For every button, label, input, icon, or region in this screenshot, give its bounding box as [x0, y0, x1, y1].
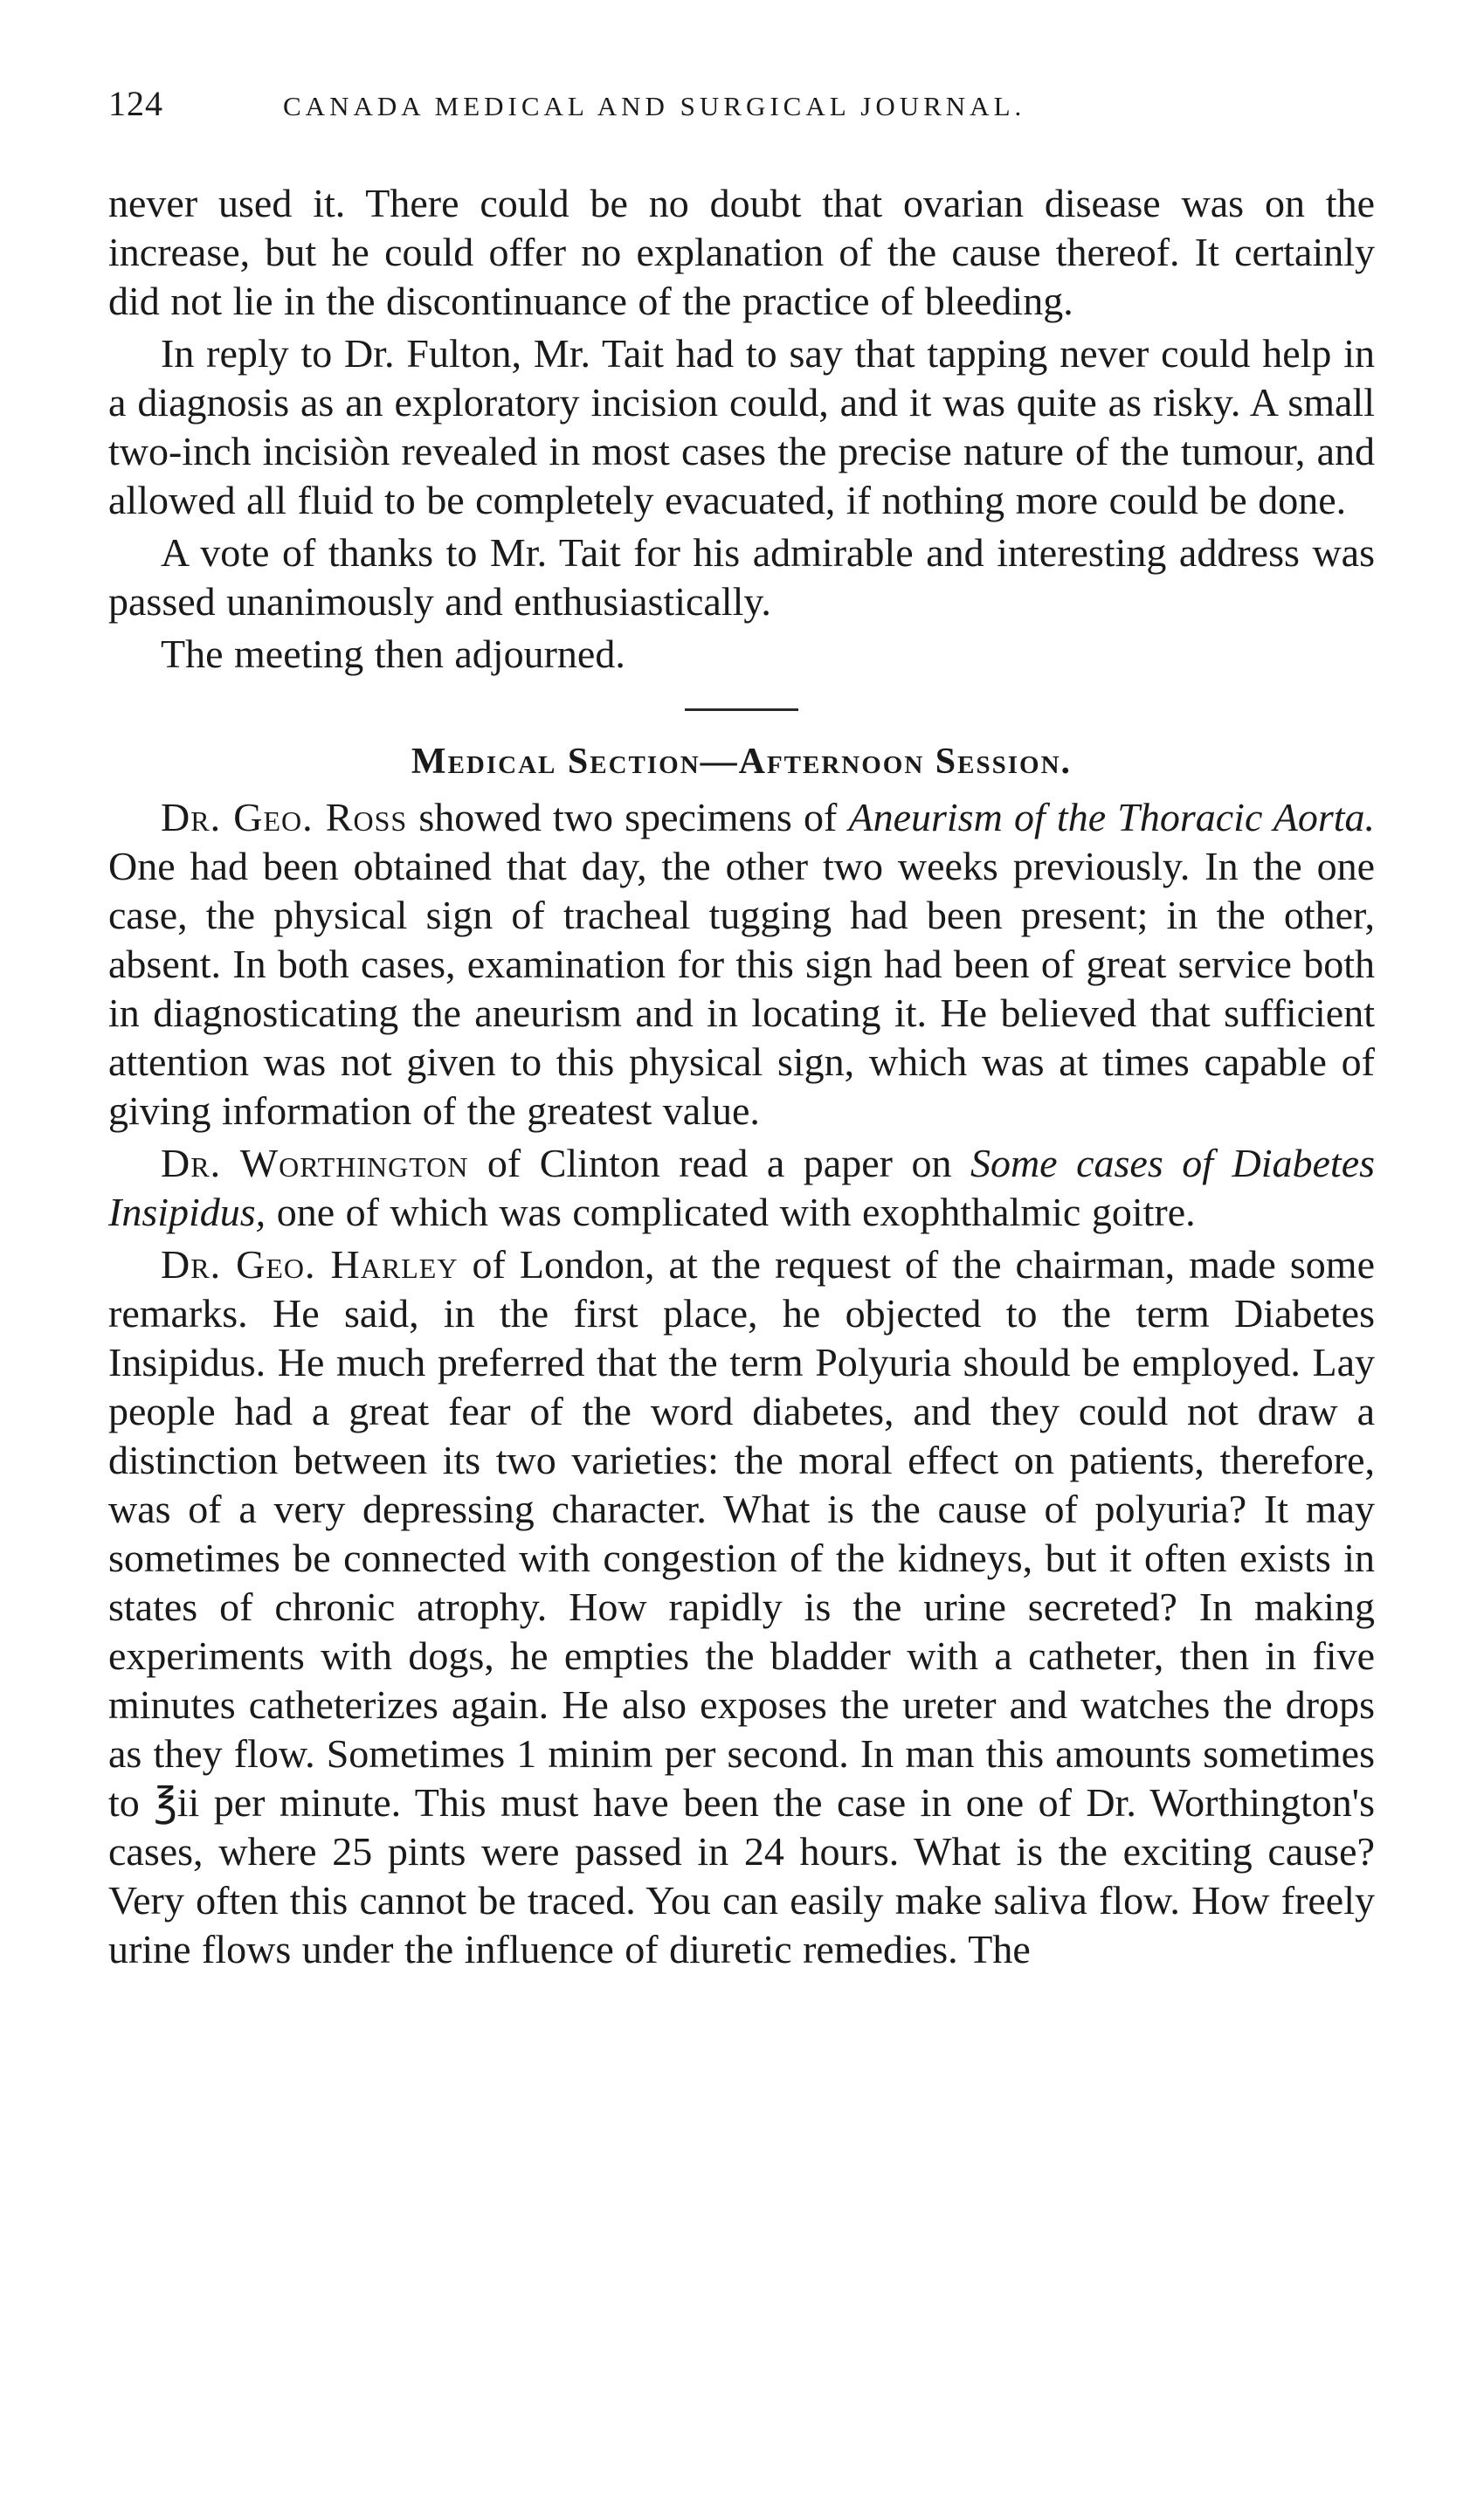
paragraph-vote-of-thanks: A vote of thanks to Mr. Tait for his admirable and interesting address was passed unanimously and enthusiastically. — [108, 530, 1375, 624]
speaker-name: Dr. Geo. Harley — [161, 1242, 459, 1287]
paragraph-fulton-reply: In reply to Dr. Fulton, Mr. Tait had to say that tapping never could help in a diagnosis as an exploratory incision could, and it was quite as risky. A small two-inch incisiòn revealed in most cases the precise nature of the tumour, and allowed all fluid to be completely evacuated, if nothing more could be done. — [108, 331, 1375, 522]
paragraph-harley — [108, 1240, 1375, 1974]
paragraph-text: showed two specimens of — [407, 795, 849, 839]
speaker-name: Dr. Worthington — [161, 1141, 469, 1185]
section-divider — [685, 708, 798, 711]
section-heading: Medical Section—Afternoon Session. — [411, 742, 1073, 782]
paper-title: Aneurism of the Thoracic Aorta. — [848, 795, 1375, 839]
journal-page — [108, 83, 1375, 1974]
paragraph-text: of London, at the request of the chairman, made some remarks. He said, in the first place, he objected to the term Diabetes Insipidus. He much preferred that the term Polyuria should be employed. Lay people had a great fear of the word diabetes, and they could not draw a distinction between its two varieties: the moral effect on patients, therefore, was of a very depressing character. What is the cause of polyuria? It may sometimes be connected with congestion of the kidneys, but it often exists in states of chronic atrophy. How rapidly is the urine secreted? In making experiments with dogs, he empties the bladder with a catheter, then in five minutes catheterizes again. He also exposes the ureter and watches the drops as they flow. Sometimes 1 minim per second. In man this amounts sometimes to ℥ii per minute. This must have been the case in one of Dr. Worthington's cases, where 25 pints were passed in 24 hours. What is the exciting cause? Very often this cannot be traced. You can easily make saliva flow. How freely urine flows under the influence of diuretic remedies. The — [108, 1242, 1375, 1971]
paper-title: Some cases of Diabetes Insipidus, — [108, 1141, 1376, 1234]
paragraph-text: of Clinton read a paper on — [468, 1141, 970, 1185]
paragraph-ross — [108, 793, 1375, 1136]
paragraph-worthington — [108, 1139, 1375, 1237]
journal-title: CANADA MEDICAL AND SURGICAL JOURNAL. — [283, 91, 1026, 121]
speaker-name: Dr. Geo. Ross — [161, 795, 408, 839]
running-head — [108, 83, 1375, 135]
page-number: 124 — [108, 84, 163, 123]
paragraph-text: one of which was complicated with exophthalmic goitre. — [266, 1190, 1196, 1234]
paragraph-text: One had been obtained that day, the other two weeks previously. In the one case, the physical sign of tracheal tugging had been present; in the other, absent. In both cases, examination for this sign had been of great service both in diagnosticating the aneurism and in locating it. He believed that sufficient attention was not given to this physical sign, which was at times capable of giving information of the greatest value. — [108, 844, 1375, 1133]
paragraph-continuation: never used it. There could be no doubt that ovarian disease was on the increase, but he could offer no explanation of the cause thereof. It certainly did not lie in the discontinuance of the practice of bleeding. — [108, 181, 1375, 323]
paragraph-adjourned: The meeting then adjourned. — [161, 632, 625, 676]
